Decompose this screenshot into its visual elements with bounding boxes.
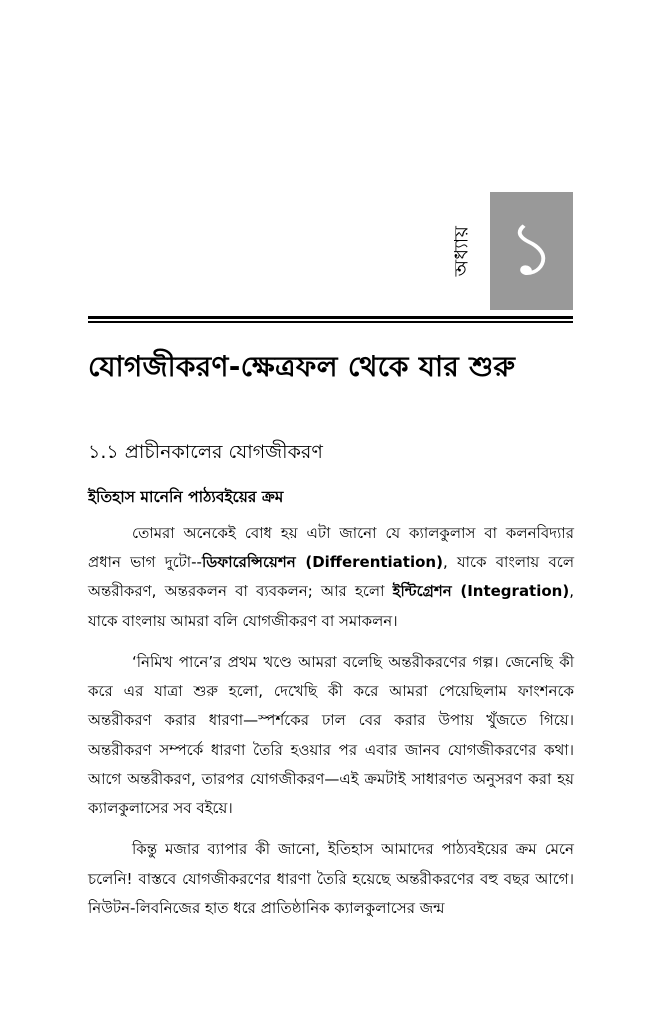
body-text: , যাকে বাংলায় আমরা বলি যোগজীকরণ বা সমাকলন। — [88, 582, 574, 630]
paragraph-container — [88, 519, 574, 923]
chapter-title: যোগজীকরণ-ক্ষেত্রফল থেকে যার শুরু — [88, 349, 516, 383]
emphasis-text: ডিফারেন্সিয়েশন (Differentiation) — [201, 553, 443, 572]
chapter-header — [88, 192, 573, 312]
body-content — [88, 440, 574, 923]
para-1 — [88, 519, 574, 636]
body-text: কিন্তু মজার ব্যাপার কী জানো, ইতিহাস আমাদের পাঠ্যবইয়ের ক্রম মেনে চলেনি! বাস্তবে যোগজীকরণের ধারণা তৈরি হয়েছে অন্তরীকরণের বহু বছর আগে। নিউটন-লিবনিজের হাত ধরে প্রাতিষ্ঠানিক ক্যালকুলাসের জন্ম — [88, 840, 574, 917]
title-divider-rule — [88, 316, 573, 323]
body-text: তোমরা অনেকেই বোধ হয় এটা জানো যে ক্যালকুলাস বা কলনবিদ্যার প্রধান ভাগ দুটো-- — [88, 523, 574, 572]
rule-line-bottom — [88, 321, 573, 323]
chapter-number: ১ — [507, 206, 556, 292]
para-3 — [88, 835, 574, 923]
emphasis-text: ইন্টিগ্রেশন (Integration) — [392, 582, 570, 601]
para-2 — [88, 648, 574, 824]
section-sub-heading: ইতিহাস মানেনি পাঠ্যবইয়ের ক্রম — [88, 487, 284, 506]
chapter-number-box — [490, 192, 573, 310]
body-text: ‘নিমিখ পানে’র প্রথম খণ্ডে আমরা বলেছি অন্তরীকরণের গল্প। জেনেছি কী করে এর যাত্রা শুরু হলো, দেখেছি কী করে আমরা পেয়েছিলাম ফাংশনকে অন্তরীকরণ করার ধারণা—স্পর্শকের ঢাল বের করার উপায় খুঁজতে গিয়ে। অন্তরীকরণ সম্পর্কে ধারণা তৈরি হওয়ার পর এবার জানব যোগজীকরণের কথা। আগে অন্তরীকরণ, তারপর যোগজীকরণ—এই ক্রমটাই সাধারণত অনুসরণ করা হয় ক্যালকুলাসের সব বইয়ে। — [88, 652, 574, 818]
chapter-label-container — [443, 192, 483, 310]
section-heading: ১.১ প্রাচীনকালের যোগজীকরণ — [88, 441, 323, 463]
body-text: , যাকে বাংলায় বলে অন্তরীকরণ, অন্তরকলন বা ব্যবকলন; আর হলো — [88, 553, 574, 601]
chapter-label: অধ্যায় — [450, 225, 473, 277]
